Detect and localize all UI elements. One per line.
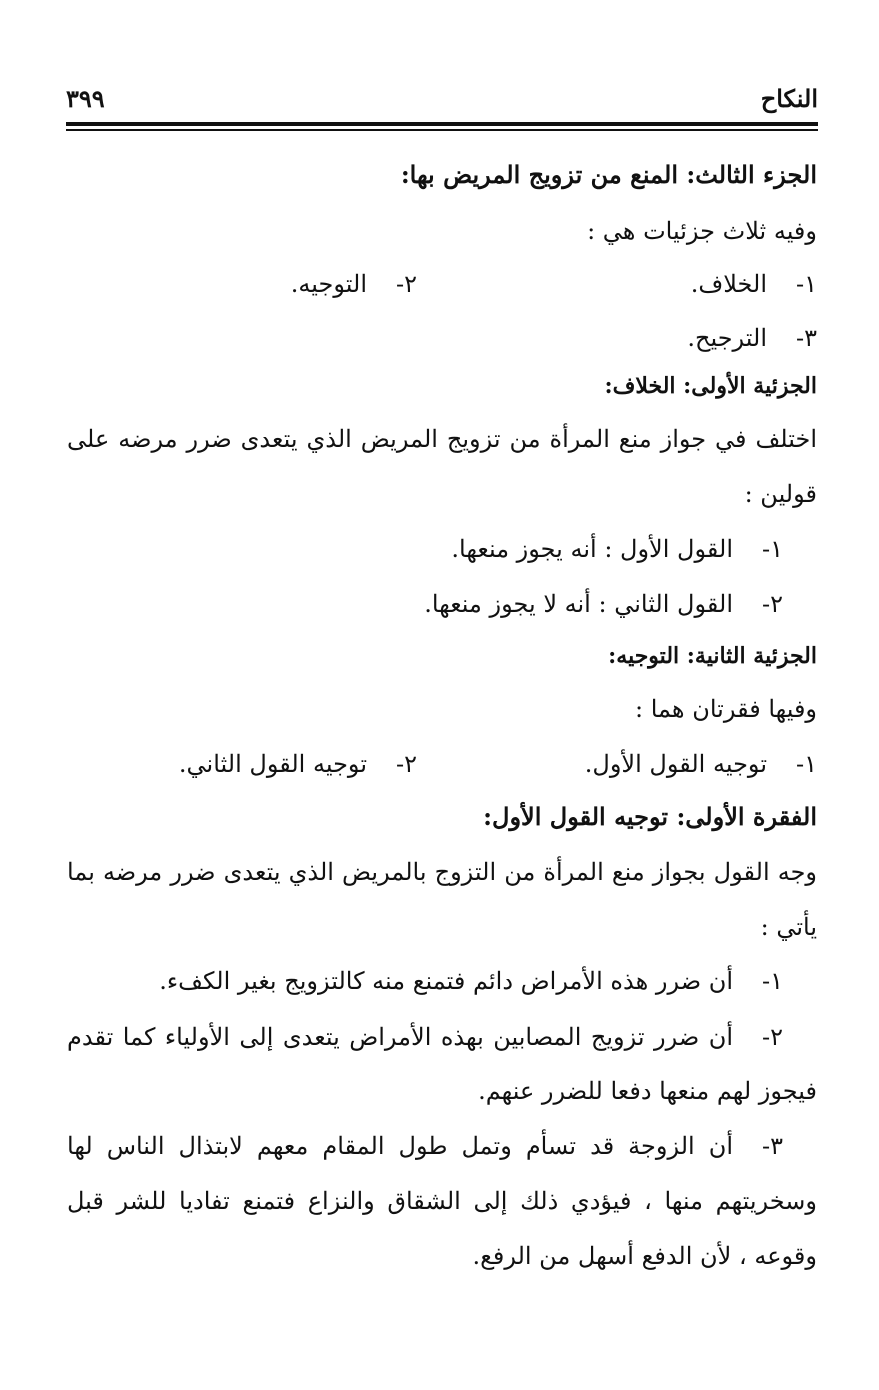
sub1-paragraph-line: اختلف في جواز منع المرأة من تزويج المريض الذي يتعدى ضرر مرضه على: [67, 425, 817, 453]
list-item-text: التوجيه.: [290, 270, 367, 298]
list-item-text: أن ضرر هذه الأمراض دائم فتمنع منه كالتزويج بغير الكفء.: [159, 967, 733, 995]
part-item-3: [67, 324, 817, 352]
reason-1: [33, 967, 817, 995]
reason-3-line: وقوعه ، لأن الدفع أسهل من الرفع.: [472, 1242, 817, 1270]
list-item-text: الترجيح.: [687, 324, 767, 352]
part-intro: وفيه ثلاث جزئيات هي :: [587, 217, 817, 245]
list-number: ٣-: [762, 1132, 783, 1160]
list-number: ٢-: [396, 750, 417, 778]
sub1-paragraph-line: قولين :: [744, 480, 817, 508]
list-item-text: توجيه القول الأول.: [584, 750, 767, 778]
sub1-heading: الجزئية الأولى: الخلاف:: [604, 373, 817, 399]
para1-line: يأتي :: [760, 913, 817, 941]
list-item-col2: [291, 270, 417, 298]
part-items-row: [67, 270, 817, 298]
reason-3-line: [67, 1132, 817, 1160]
list-number: ١-: [796, 750, 817, 778]
para1-heading: الفقرة الأولى: توجيه القول الأول:: [483, 802, 817, 831]
reason-2-line: [67, 1023, 817, 1051]
sub2-items-row: [67, 750, 817, 778]
sub2-intro: وفيها فقرتان هما :: [635, 695, 817, 723]
list-item-text: أن الزوجة قد تسأم وتمل طول المقام معهم لابتذال الناس لها: [67, 1132, 733, 1160]
list-item-text: توجيه القول الثاني.: [178, 750, 367, 778]
list-item-text: أن ضرر تزويج المصابين بهذه الأمراض يتعدى إلى الأولياء كما تقدم: [67, 1023, 733, 1051]
page-number: ٣٩٩: [66, 84, 105, 113]
sub2-heading: الجزئية الثانية: التوجيه:: [608, 643, 817, 669]
list-item-text: القول الثاني : أنه لا يجوز منعها.: [424, 590, 733, 618]
list-number: ١-: [762, 535, 783, 563]
list-item-text: القول الأول : أنه يجوز منعها.: [451, 535, 733, 563]
list-number: ٣-: [796, 324, 817, 352]
list-number: ٢-: [762, 590, 783, 618]
header-rule-thin: [66, 129, 818, 131]
list-item-col2: [179, 750, 417, 778]
running-title: النكاح: [760, 84, 818, 113]
list-number: ٢-: [396, 270, 417, 298]
reason-3-line: وسخريتهم منها ، فيؤدي ذلك إلى الشقاق والنزاع فتمنع تفاديا للشر قبل: [67, 1187, 817, 1215]
list-item-text: الخلاف.: [690, 270, 767, 298]
page-header: [66, 84, 818, 120]
sub1-item-1: [33, 535, 817, 563]
part-heading: الجزء الثالث: المنع من تزويج المريض بها:: [400, 160, 817, 189]
list-number: ٢-: [762, 1023, 783, 1051]
list-number: ١-: [762, 967, 783, 995]
header-rule-thick: [66, 122, 818, 126]
sub1-item-2: [33, 590, 817, 618]
para1-line: وجه القول بجواز منع المرأة من التزوج بالمريض الذي يتعدى ضرر مرضه بما: [67, 858, 817, 886]
list-number: ١-: [796, 270, 817, 298]
reason-2-line: فيجوز لهم منعها دفعا للضرر عنهم.: [478, 1077, 817, 1105]
